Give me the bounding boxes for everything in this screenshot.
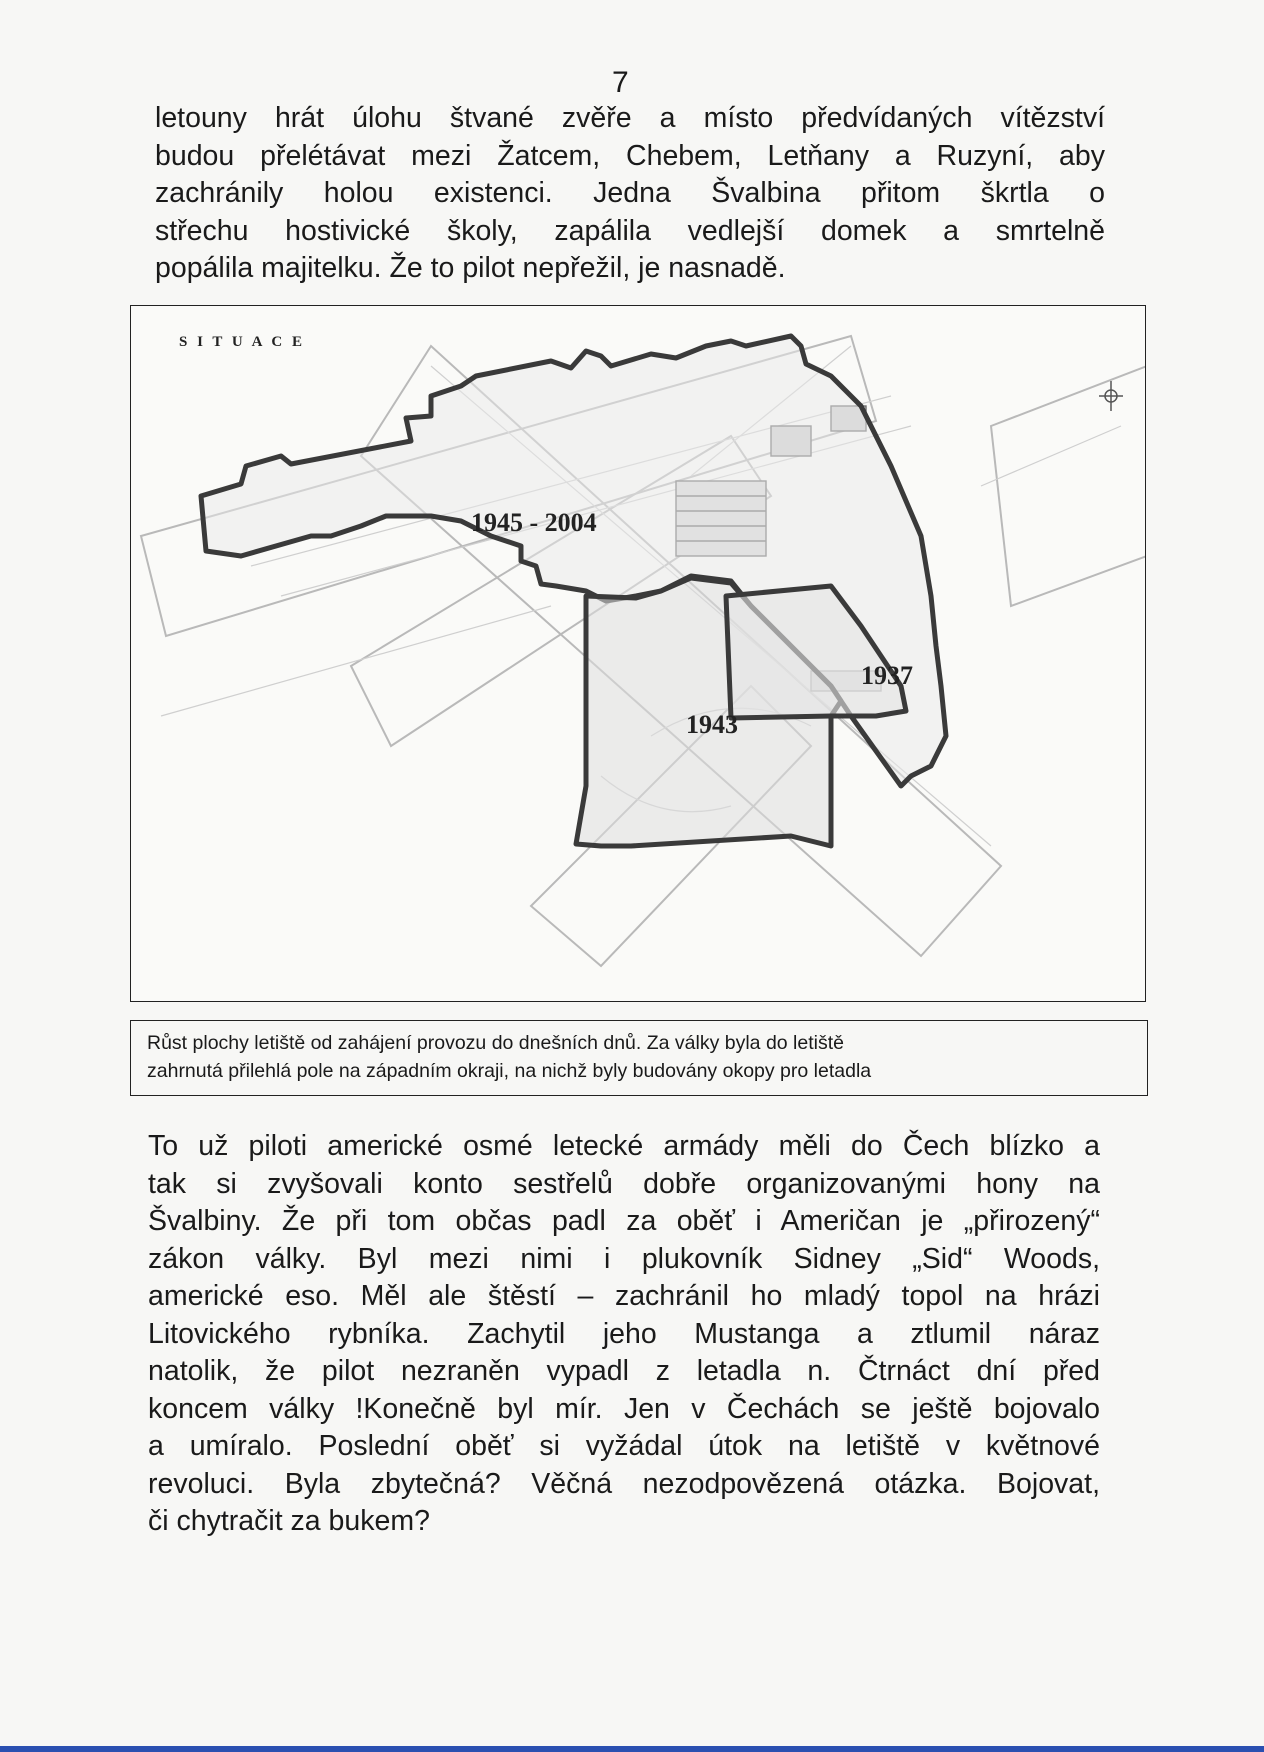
paragraph-line: tak si zvyšovali konto sestřelů dobře organizovanými hony na [148,1167,1100,1200]
paragraph-line: revoluci. Byla zbytečná? Věčná nezodpovězená otázka. Bojovat, [148,1467,1100,1500]
paragraph-line: koncem války !Konečně byl mír. Jen v Čechách se ještě bojovalo [148,1392,1100,1425]
paragraph-line: střechu hostivické školy, zapálila vedlejší domek a smrtelně [155,214,1105,247]
paragraph-line: či chytračit za bukem? [148,1505,430,1537]
label-1945-2004: 1945 - 2004 [471,508,597,537]
paragraph-line: popálila majitelku. Že to pilot nepřežil, je nasnadě. [155,252,786,284]
paragraph-line: zachránily holou existenci. Jedna Švalbina přitom škrtla o [155,177,1105,209]
paragraph-line: americké eso. Měl ale štěstí – zachránil ho mladý topol na hrázi [148,1280,1100,1312]
label-1937: 1937 [861,661,913,690]
paragraph-line: letouny hrát úlohu štvané zvěře a místo předvídaných vítězství [155,102,1105,134]
caption-line: Růst plochy letiště od zahájení provozu do dnešních dnů. Za války byla do letiště [147,1032,844,1054]
page-number: 7 [612,66,629,99]
airport-growth-map [130,305,1146,1002]
paragraph-line: zákon války. Byl mezi nimi i plukovník Sidney „Sid“ Woods, [148,1242,1100,1275]
figure-caption [130,1020,1148,1096]
paragraph-line: a umíralo. Poslední oběť si vyžádal útok na letiště v květnové [148,1430,1100,1462]
paragraph-line: Litovického rybníka. Zachytil jeho Mustanga a ztlumil náraz [148,1317,1100,1350]
paragraph-line: Švalbiny. Že při tom občas padl za oběť i Američan je „přirozený“ [148,1205,1100,1237]
map-heading: S I T U A C E [179,334,305,350]
label-1943: 1943 [686,710,738,739]
map-drawing [131,306,1146,1002]
paragraph-line: To už piloti americké osmé letecké armády měli do Čech blízko a [148,1130,1100,1162]
scan-edge-line [0,1746,1264,1752]
paragraph-2 [148,1128,1100,1541]
paragraph-line: budou přelétávat mezi Žatcem, Chebem, Letňany a Ruzyní, aby [155,139,1105,172]
runway-strip [991,366,1146,606]
paragraph-1 [155,100,1105,288]
paragraph-line: natolik, že pilot nezraněn vypadl z letadla n. Čtrnáct dní před [148,1355,1100,1387]
north-arrow-icon [1099,381,1123,411]
caption-line: zahrnutá přilehlá pole na západním okraji, na nichž byly budovány okopy pro letadla [147,1060,872,1082]
